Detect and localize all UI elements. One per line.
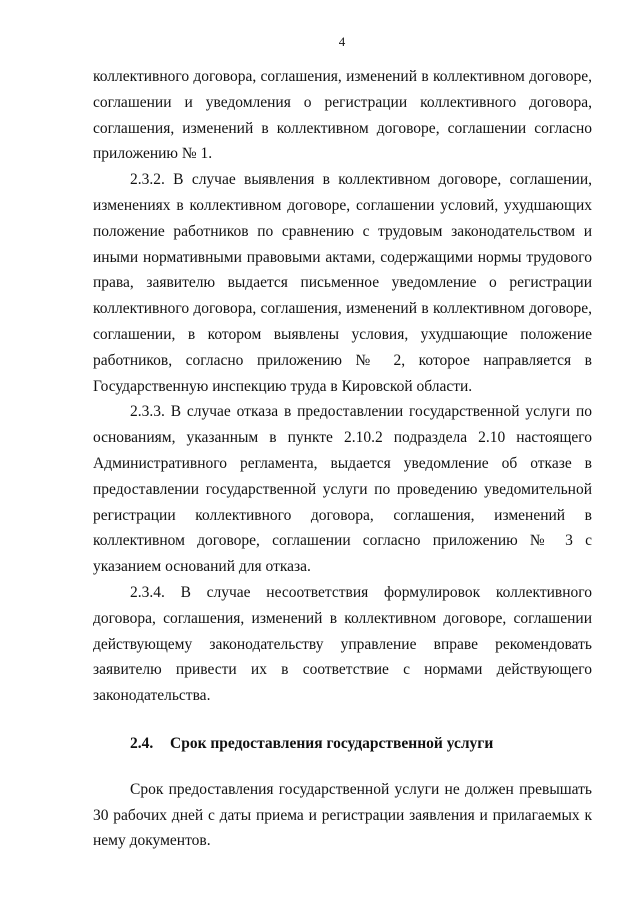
section-heading — [93, 731, 592, 757]
page-number: 4 — [338, 34, 346, 49]
paragraph-2-3-2: 2.3.2. В случае выявления в коллективном договоре, соглашении, изменениях в коллективном договоре, соглашении условий, ухудшающих положение работников по сравнению с трудовым законодательством и иными нормативными правовыми актами, содержащими нормы трудового права, заявителю выдается письменное уведомление о регистрации коллективного договора, соглашения, изменений в коллективном договоре, соглашении, в котором выявлены условия, ухудшающие положение работников, согласно приложению № 2, которое направляется в Государственную инспекцию труда в Кировской области. — [93, 171, 592, 395]
document-body — [93, 64, 592, 854]
section-title: Срок предоставления государственной услуги — [170, 734, 494, 752]
section-body-paragraph: Срок предоставления государственной услуги не должен превышать 30 рабочих дней с даты приема и регистрации заявления и прилагаемых к нему документов. — [93, 780, 592, 850]
paragraph-continuation: коллективного договора, соглашения, изменений в коллективном договоре, соглашении и уведомления о регистрации коллективного договора, соглашения, изменений в коллективном договоре, соглашении согласно приложению № 1. — [93, 68, 592, 163]
section-number: 2.4. — [130, 734, 154, 752]
paragraph-2-3-3: 2.3.3. В случае отказа в предоставлении государственной услуги по основаниям, указанным в пункте 2.10.2 подраздела 2.10 настоящего Административного регламента, выдается уведомление об отказе в предоставлении государственной услуги по проведению уведомительной регистрации коллективного договора, соглашения, изменений в коллективном договоре, соглашении согласно приложению № 3 с указанием оснований для отказа. — [93, 403, 592, 576]
paragraph-2-3-4: 2.3.4. В случае несоответствия формулировок коллективного договора, соглашения, изменений в коллективном договоре, соглашении действующему законодательству управление вправе рекомендовать заявителю привести их в соответствие с нормами действующего законодательства. — [93, 583, 592, 705]
